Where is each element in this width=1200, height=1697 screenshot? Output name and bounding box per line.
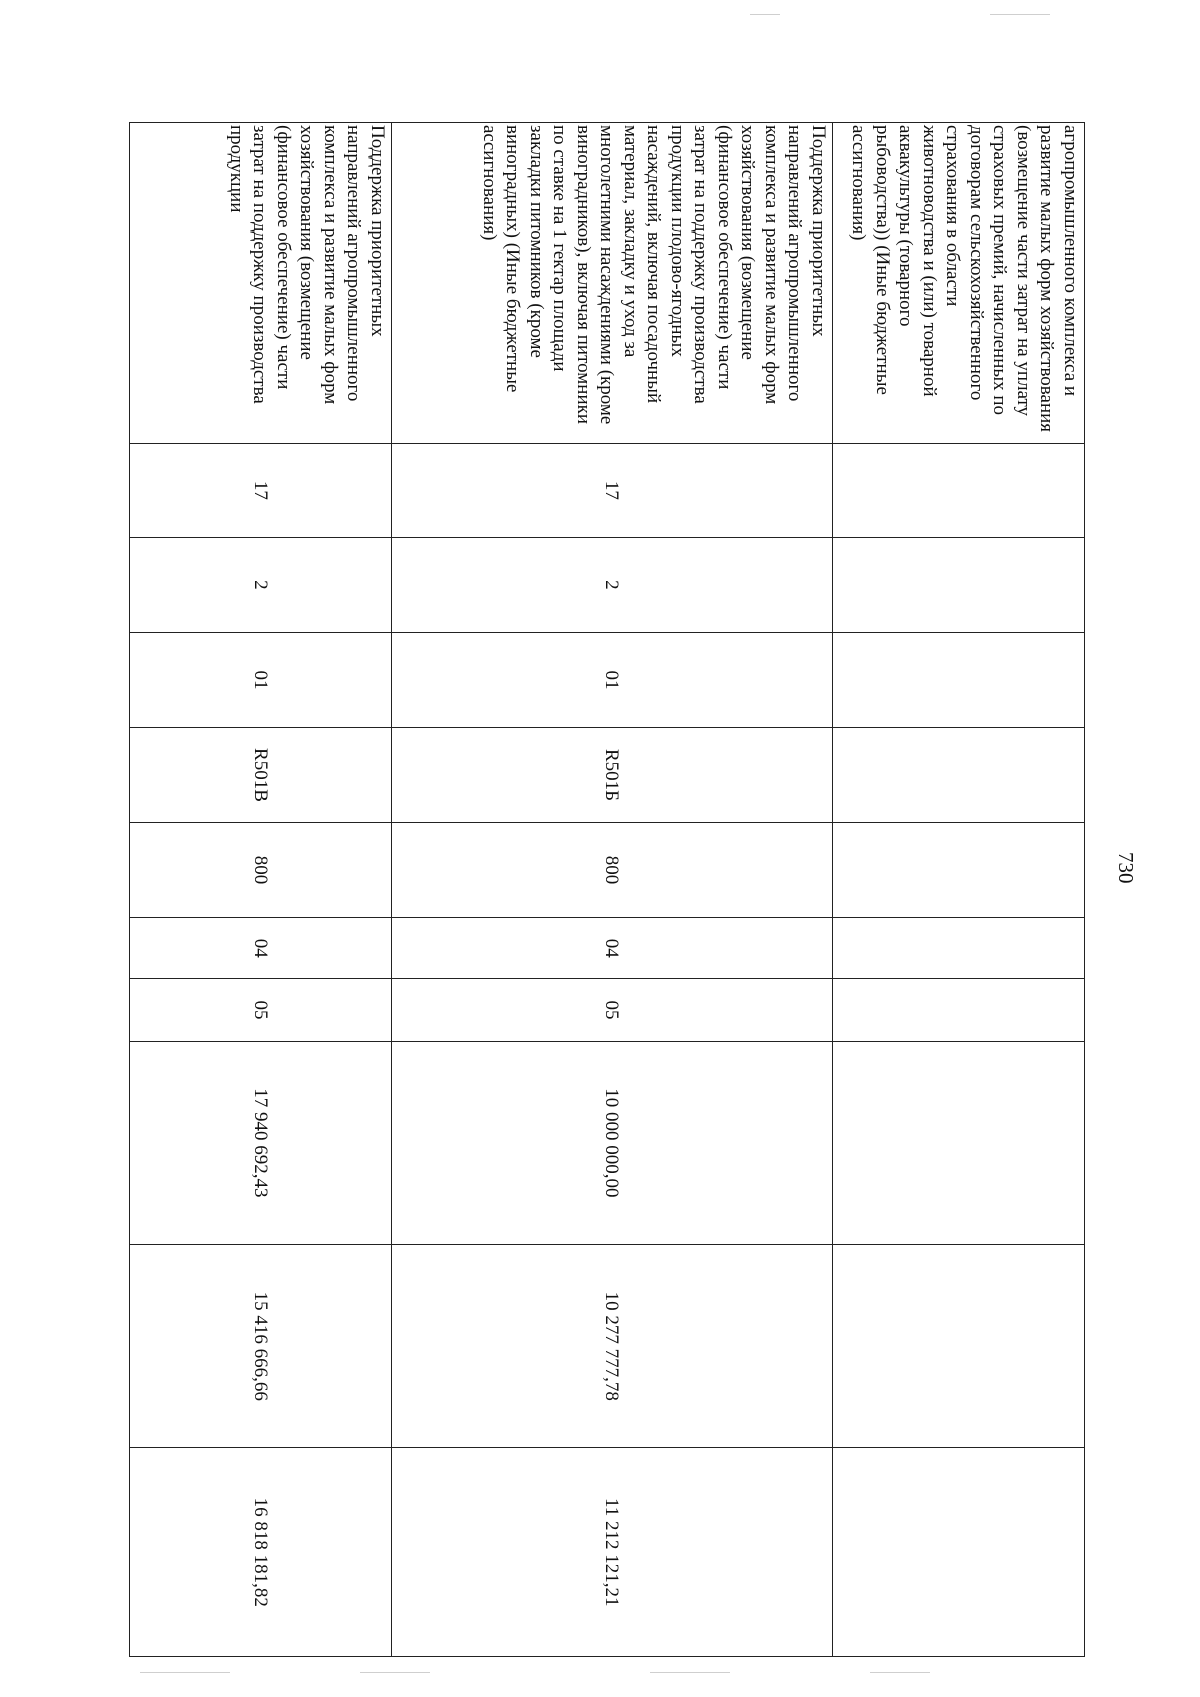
cell-year1: 10 000 000,00: [392, 1041, 833, 1244]
cell-year2: 10 277 777,78: [392, 1245, 833, 1448]
cell-pr: 05: [392, 979, 833, 1041]
scan-mark: [750, 14, 780, 15]
cell-year3: 16 818 181,82: [130, 1448, 392, 1657]
cell-pr: [833, 979, 1085, 1041]
table-row: [392, 123, 833, 1657]
scan-mark: [990, 14, 1050, 15]
cell-vr: 800: [130, 823, 392, 918]
cell-csr: [833, 727, 1085, 822]
budget-table-rotated: [130, 122, 1085, 1657]
cell-year3: [833, 1448, 1085, 1657]
row-description: Поддержка приоритетных направлений агропромышленного комплекса и развитие малых форм хозяйствования (возмещение (финансовое обеспечение) части затрат на поддержку производства продукции: [130, 123, 392, 444]
cell-osn: [833, 632, 1085, 727]
cell-gp: [833, 443, 1085, 537]
cell-pp: 2: [130, 537, 392, 632]
cell-year1: 17 940 692,43: [130, 1041, 392, 1244]
cell-gp: 17: [392, 443, 833, 537]
cell-osn: 01: [392, 632, 833, 727]
cell-pr: 05: [130, 979, 392, 1041]
scan-mark: [870, 1672, 930, 1673]
scan-mark: [650, 1672, 730, 1673]
row-description: агропромышленного комплекса и развитие малых форм хозяйствования (возмещение части затрат на уплату страховых премий, начисленных по договорам сельскохозяйственного страхования в области животноводства и (или) товарной аквакультуры (товарного рыбоводства)) (Иные бюджетные ассигнования): [833, 123, 1085, 444]
cell-csr: R501В: [130, 727, 392, 822]
cell-gp: 17: [130, 443, 392, 537]
page-number: 730: [1114, 852, 1138, 884]
table-row: [130, 123, 392, 1657]
cell-year1: [833, 1041, 1085, 1244]
scan-mark: [360, 1672, 430, 1673]
cell-year2: 15 416 666,66: [130, 1245, 392, 1448]
cell-rz: [833, 918, 1085, 979]
row-description: Поддержка приоритетных направлений агропромышленного комплекса и развитие малых форм хозяйствования (возмещение (финансовое обеспечение) части затрат на поддержку производства продукции плодово-ягодных насаждений, включая посадочный материал, закладку и уход за многолетними насаждениями (кроме виноградников), включая питомники по ставке на 1 гектар площади закладки питомников (кроме виноградных) (Иные бюджетные ассигнования): [392, 123, 833, 444]
cell-csr: R501Б: [392, 727, 833, 822]
cell-vr: [833, 823, 1085, 918]
cell-rz: 04: [392, 918, 833, 979]
budget-table: [129, 122, 1085, 1657]
scan-mark: [140, 1672, 230, 1673]
table-row: [833, 123, 1085, 1657]
cell-rz: 04: [130, 918, 392, 979]
cell-pp: [833, 537, 1085, 632]
cell-year3: 11 212 121,21: [392, 1448, 833, 1657]
cell-pp: 2: [392, 537, 833, 632]
cell-osn: 01: [130, 632, 392, 727]
cell-year2: [833, 1245, 1085, 1448]
cell-vr: 800: [392, 823, 833, 918]
